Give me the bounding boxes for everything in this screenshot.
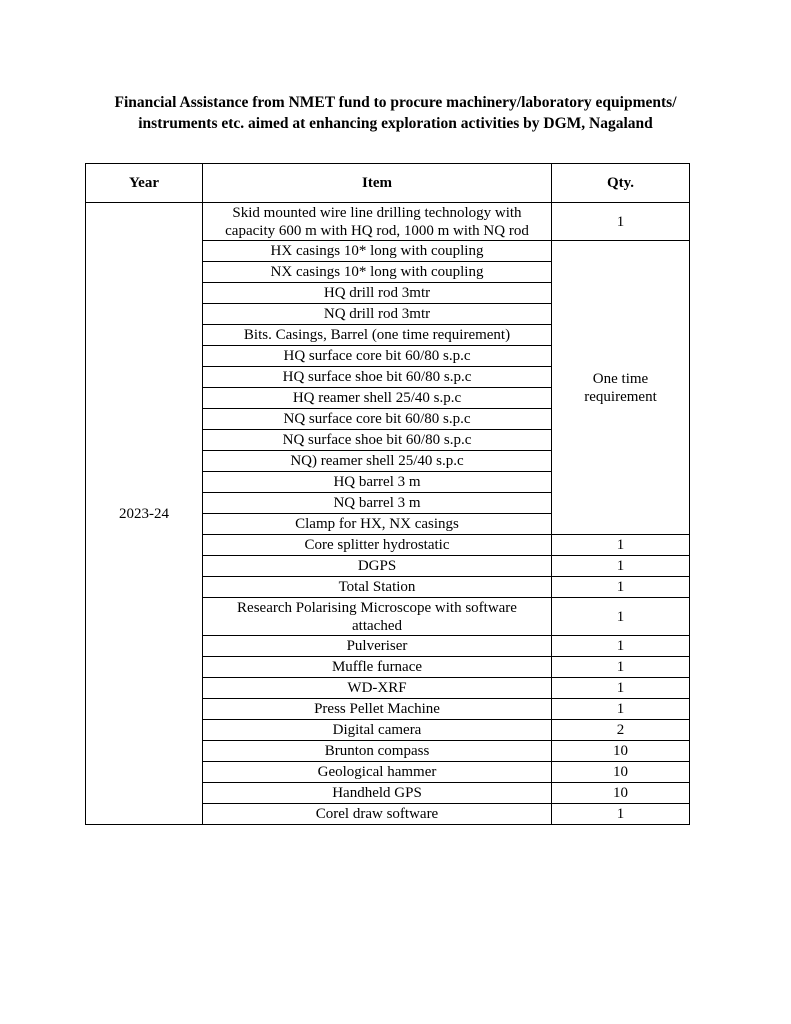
title-line-2: instruments etc. aimed at enhancing exploration activities by DGM, Nagaland (138, 115, 653, 132)
qty-cell: 1 (552, 577, 690, 598)
qty-cell: 2 (552, 720, 690, 741)
item-line: Research Polarising Microscope with software (237, 599, 517, 616)
qty-cell: 1 (552, 804, 690, 825)
qty-line: requirement (584, 388, 657, 405)
item-cell: NQ drill rod 3mtr (203, 304, 552, 325)
document-title (60, 92, 731, 134)
item-line: Skid mounted wire line drilling technology with (232, 204, 522, 221)
item-cell: DGPS (203, 556, 552, 577)
item-cell: NX casings 10* long with coupling (203, 262, 552, 283)
table-row (86, 203, 690, 241)
item-cell: NQ) reamer shell 25/40 s.p.c (203, 451, 552, 472)
equipment-table (85, 163, 690, 825)
item-cell: NQ barrel 3 m (203, 493, 552, 514)
table-header-row (86, 164, 690, 203)
qty-cell: 1 (552, 699, 690, 720)
item-cell: WD-XRF (203, 678, 552, 699)
item-cell: Muffle furnace (203, 657, 552, 678)
qty-cell: 1 (552, 657, 690, 678)
header-year: Year (86, 164, 203, 203)
item-cell: Total Station (203, 577, 552, 598)
qty-cell: 1 (552, 556, 690, 577)
item-line: capacity 600 m with HQ rod, 1000 m with NQ rod (225, 222, 529, 239)
qty-cell-group (552, 241, 690, 535)
item-cell: Pulveriser (203, 636, 552, 657)
item-cell: Brunton compass (203, 741, 552, 762)
title-line-1: Financial Assistance from NMET fund to procure machinery/laboratory equipments/ (114, 94, 677, 111)
year-cell: 2023-24 (86, 203, 203, 825)
qty-cell: 10 (552, 741, 690, 762)
item-cell: NQ surface core bit 60/80 s.p.c (203, 409, 552, 430)
qty-cell: 1 (552, 636, 690, 657)
qty-cell: 10 (552, 762, 690, 783)
item-cell: HQ surface core bit 60/80 s.p.c (203, 346, 552, 367)
item-cell (203, 203, 552, 241)
qty-cell: 1 (552, 598, 690, 636)
item-cell: Core splitter hydrostatic (203, 535, 552, 556)
qty-cell: 1 (552, 678, 690, 699)
item-cell: Press Pellet Machine (203, 699, 552, 720)
qty-cell: 10 (552, 783, 690, 804)
item-cell: Geological hammer (203, 762, 552, 783)
qty-line: One time (592, 370, 649, 387)
item-cell (203, 598, 552, 636)
item-cell: HX casings 10* long with coupling (203, 241, 552, 262)
item-cell: HQ reamer shell 25/40 s.p.c (203, 388, 552, 409)
qty-cell: 1 (552, 535, 690, 556)
item-cell: Corel draw software (203, 804, 552, 825)
header-item: Item (203, 164, 552, 203)
header-qty: Qty. (552, 164, 690, 203)
item-cell: Clamp for HX, NX casings (203, 514, 552, 535)
item-cell: HQ drill rod 3mtr (203, 283, 552, 304)
item-cell: HQ surface shoe bit 60/80 s.p.c (203, 367, 552, 388)
item-cell: NQ surface shoe bit 60/80 s.p.c (203, 430, 552, 451)
item-cell: HQ barrel 3 m (203, 472, 552, 493)
item-cell: Digital camera (203, 720, 552, 741)
qty-cell: 1 (552, 203, 690, 241)
item-cell: Bits. Casings, Barrel (one time requirement) (203, 325, 552, 346)
item-cell: Handheld GPS (203, 783, 552, 804)
item-line: attached (352, 617, 402, 634)
